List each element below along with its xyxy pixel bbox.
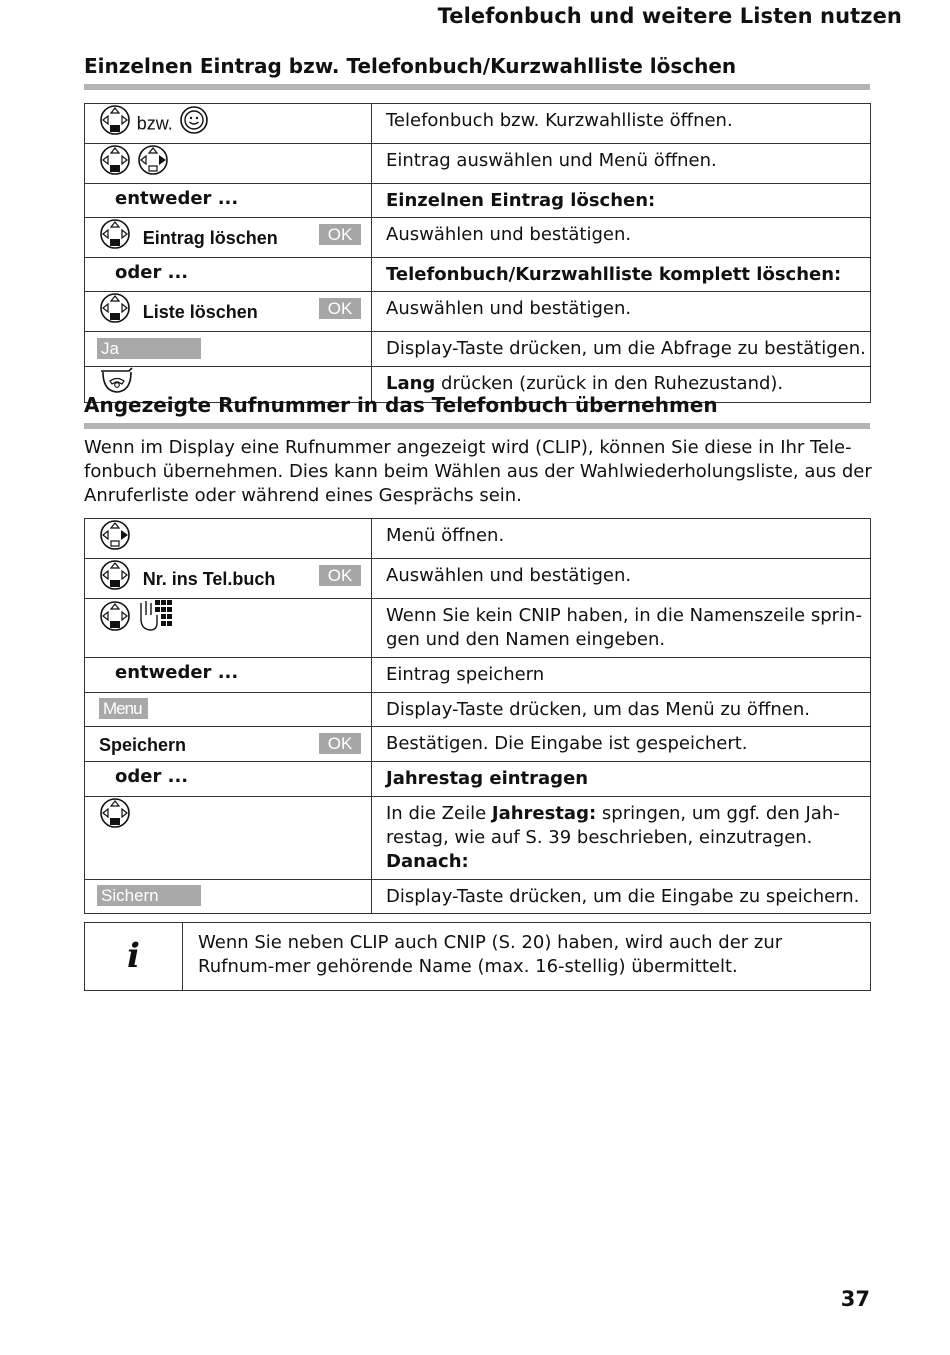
step-description: Auswählen und bestätigen. — [372, 292, 871, 332]
table-row — [85, 658, 871, 693]
menu-item-label: Liste löschen — [142, 301, 258, 322]
table-row — [85, 599, 871, 658]
display-softkey-menu: Menu — [99, 698, 148, 719]
running-header: Telefonbuch und weitere Listen nutzen — [437, 4, 902, 28]
menu-item-label: Speichern — [99, 735, 187, 755]
step-description: Display-Taste drücken, um die Eingabe zu speichern. — [372, 880, 871, 914]
step-description: Lang drücken (zurück in den Ruhezustand). — [372, 367, 871, 403]
section-rule — [84, 84, 870, 90]
nav-key-down-icon — [99, 104, 131, 143]
nav-key-down-icon — [99, 292, 131, 331]
table-row — [85, 519, 871, 559]
intro-paragraph: Wenn im Display eine Rufnummer angezeigt wird (CLIP), können Sie diese in Ihr Tele-fonbuch übernehmen. Dies kann beim Wählen aus der Wahlwiederholungsliste, aus der Anruferliste oder während eines Gesprächs sein. — [84, 437, 872, 506]
step-description: Jahrestag eintragen — [372, 762, 871, 797]
table-row — [85, 184, 871, 218]
info-note — [84, 922, 871, 991]
menu-item-label: Nr. ins Tel.buch — [142, 568, 276, 589]
info-note-text: Wenn Sie neben CLIP auch CNIP (S. 20) haben, wird auch der zur Rufnum-mer gehörende Name (max. 16-stellig) übermittelt. — [198, 932, 783, 977]
step-description: Eintrag speichern — [372, 658, 871, 693]
table-row — [85, 559, 871, 599]
step-description: Eintrag auswählen und Menü öffnen. — [372, 144, 871, 184]
table-row — [85, 332, 871, 367]
step-description: Telefonbuch bzw. Kurzwahlliste öffnen. — [372, 104, 871, 144]
table-row — [85, 797, 871, 880]
table-row — [85, 693, 871, 727]
nav-key-down-icon — [99, 218, 131, 257]
nav-key-right-icon — [137, 144, 169, 183]
steps-table-delete — [84, 103, 871, 403]
display-softkey-sichern: Sichern — [97, 885, 201, 906]
table-row — [85, 727, 871, 762]
nav-key-down-icon — [99, 559, 131, 598]
smiley-key-icon — [179, 105, 209, 142]
info-icon: i — [85, 923, 183, 990]
display-softkey-ja: Ja — [97, 338, 201, 359]
choice-label: oder ... — [115, 766, 189, 787]
section-title-delete: Einzelnen Eintrag bzw. Telefonbuch/Kurzwahlliste löschen — [84, 54, 737, 78]
table-row — [85, 144, 871, 184]
table-row — [85, 762, 871, 797]
nav-key-down-icon — [99, 797, 131, 836]
step-description: Display-Taste drücken, um das Menü zu öffnen. — [372, 693, 871, 727]
table-row — [85, 258, 871, 292]
step-description: Display-Taste drücken, um die Abfrage zu bestätigen. — [372, 332, 871, 367]
step-description: In die Zeile Jahrestag: springen, um ggf. den Jah-restag, wie auf S. 39 beschrieben, einzutragen. Danach: — [372, 797, 871, 880]
ok-softkey: OK — [319, 298, 361, 319]
step-description: Wenn Sie kein CNIP haben, in die Namenszeile sprin-gen und den Namen eingeben. — [372, 599, 871, 658]
step-description: Auswählen und bestätigen. — [372, 559, 871, 599]
choice-label: oder ... — [115, 262, 189, 283]
or-label: bzw. — [136, 113, 173, 134]
nav-key-down-icon — [99, 600, 131, 639]
keypad-icon — [137, 599, 173, 640]
nav-key-right-icon — [99, 519, 131, 558]
menu-item-label: Eintrag löschen — [142, 227, 278, 248]
nav-key-down-icon — [99, 144, 131, 183]
choice-label: entweder ... — [115, 662, 239, 683]
table-row — [85, 218, 871, 258]
table-row — [85, 104, 871, 144]
ok-softkey: OK — [319, 733, 361, 754]
steps-table-save — [84, 518, 871, 914]
step-description: Telefonbuch/Kurzwahlliste komplett löschen: — [372, 258, 871, 292]
step-description: Bestätigen. Die Eingabe ist gespeichert. — [372, 727, 871, 762]
section-rule — [84, 423, 870, 429]
page-number: 37 — [840, 1287, 870, 1311]
step-description: Menü öffnen. — [372, 519, 871, 559]
table-row — [85, 880, 871, 914]
ok-softkey: OK — [319, 224, 361, 245]
step-description: Auswählen und bestätigen. — [372, 218, 871, 258]
table-row — [85, 292, 871, 332]
section-title-save-number: Angezeigte Rufnummer in das Telefonbuch übernehmen — [84, 393, 718, 417]
step-description: Einzelnen Eintrag löschen: — [372, 184, 871, 218]
choice-label: entweder ... — [115, 188, 239, 209]
ok-softkey: OK — [319, 565, 361, 586]
